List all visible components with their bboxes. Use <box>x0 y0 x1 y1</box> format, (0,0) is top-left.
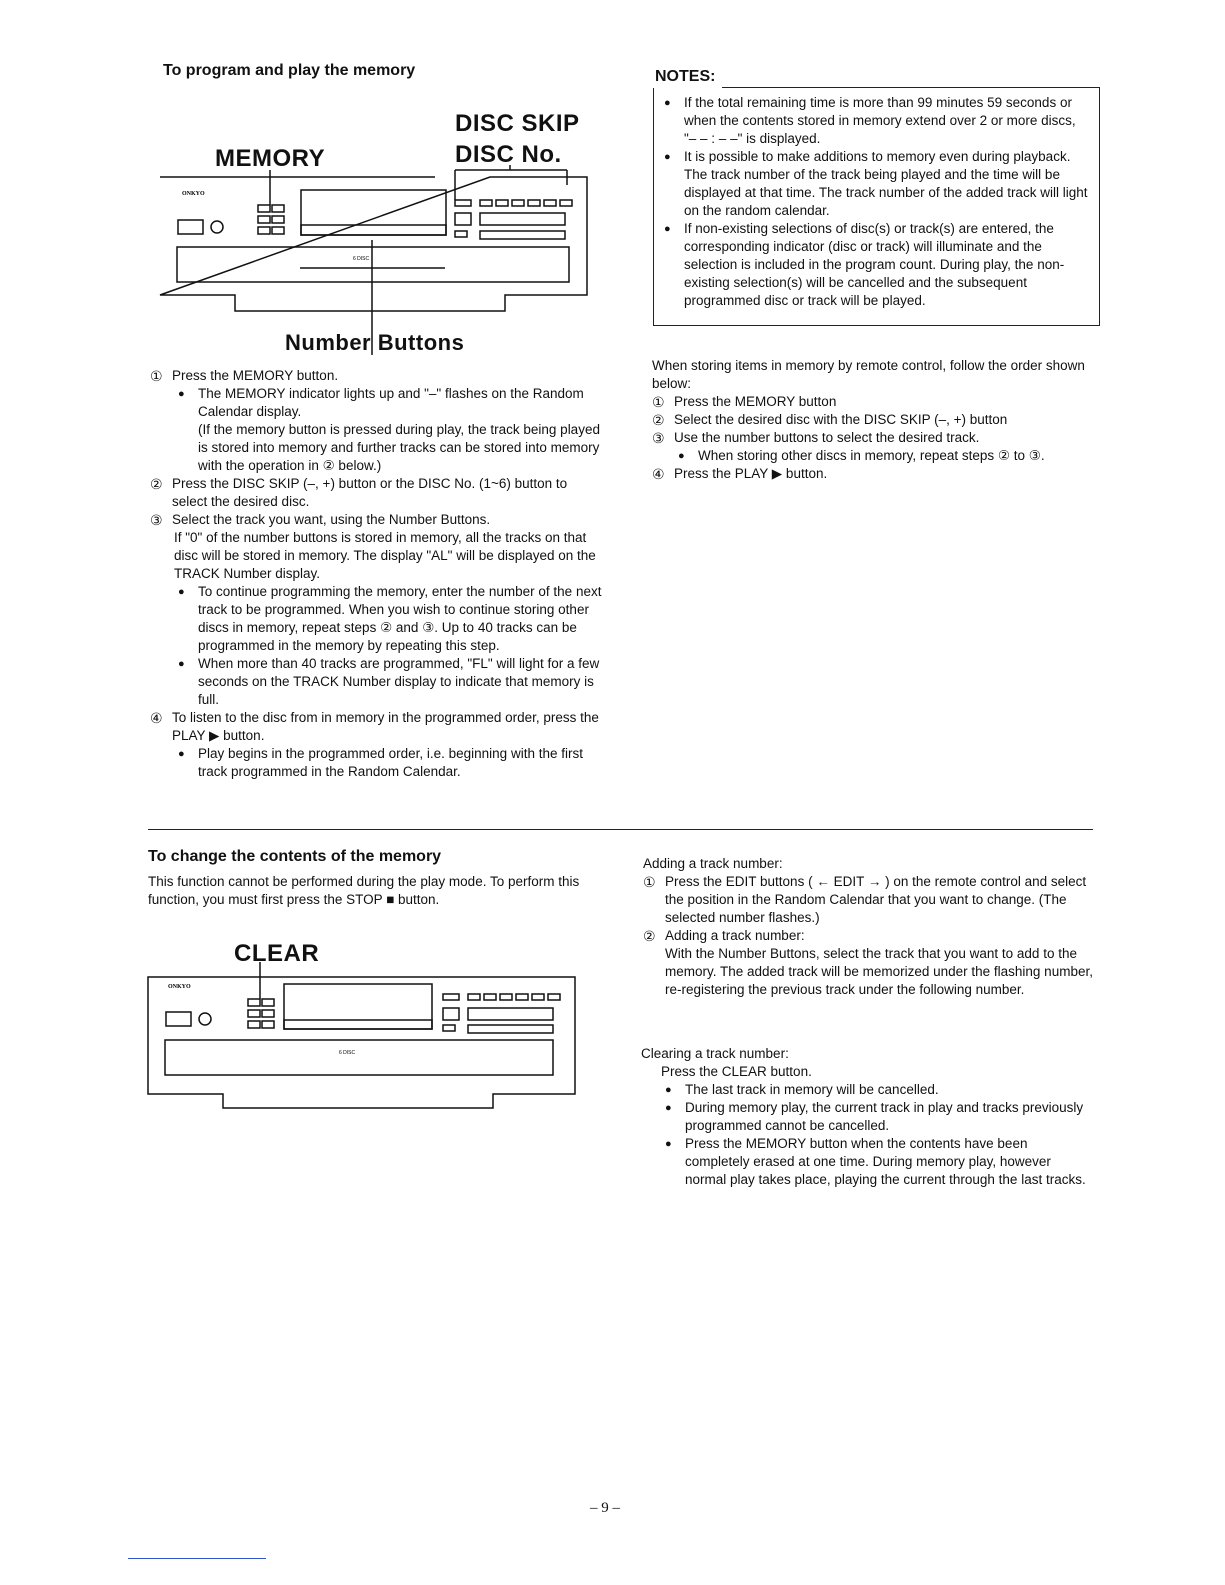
step-note: (If the memory button is pressed during play, the track being played is stored into memory and further tracks can be stored into memory with the operation in ② below.) <box>198 422 600 473</box>
label-number-buttons: Number Buttons <box>285 330 465 355</box>
step-note: If "0" of the number buttons is stored in memory, all the tracks on that disc will be stored in memory. The display "AL" will be displayed on the TRACK Number display. <box>174 530 596 581</box>
footer-link-rule <box>128 1558 266 1559</box>
step-bullet: ● When more than 40 tracks are programmed, "FL" will light for a few seconds on the TRACK Number display to indicate that memory is full. <box>174 655 605 709</box>
section-title-program: To program and play the memory <box>163 62 416 79</box>
step-bullet: ● When storing other discs in memory, repeat steps ② to ③. <box>674 447 1102 465</box>
step-text: Use the number buttons to select the desired track. <box>674 430 980 445</box>
clearing-bullet: ● Press the MEMORY button when the contents have been completely erased at one time. During memory play, however normal play takes place, playing the current through the last tracks. <box>661 1135 1093 1189</box>
page-number: – 9 – <box>590 1500 620 1516</box>
step-bullet: ● To continue programming the memory, enter the number of the next track to be programmed. When you wish to continue storing other discs in memory, repeat steps ② and ③. Up to 40 tracks can be programmed in the memory by repeating this step. <box>174 583 605 655</box>
change-intro: This function cannot be performed during the play mode. To perform this function, you must first press the STOP ■ button. <box>148 874 580 907</box>
step-text: Adding a track number: <box>665 928 805 943</box>
label-disc-skip: DISC SKIP <box>455 110 580 137</box>
step-bullet: ● Play begins in the programmed order, i.e. beginning with the first track programmed in the Random Calendar. <box>174 745 605 781</box>
step-text: Press the EDIT buttons ( ← EDIT → ) on the remote control and select the position in the Random Calendar that you want to change. (The selected number flashes.) <box>665 874 1087 925</box>
clearing-line: Press the CLEAR button. <box>661 1064 812 1079</box>
step-number: ② <box>643 928 656 944</box>
label-clear: CLEAR <box>234 940 320 967</box>
step-number: ① <box>652 394 665 410</box>
clearing-section <box>641 1045 1093 1189</box>
step-number: ③ <box>150 512 163 528</box>
notes-title: NOTES: <box>655 68 716 85</box>
clearing-heading: Clearing a track number: <box>641 1046 789 1061</box>
notes-box <box>653 88 1100 326</box>
program-steps <box>150 367 605 781</box>
cd-player-illustration <box>155 165 595 315</box>
step-number: ④ <box>652 466 665 482</box>
section-title-change: To change the contents of the memory <box>148 848 442 865</box>
remote-section <box>652 357 1102 483</box>
step-text: Press the PLAY ▶ button. <box>674 466 828 481</box>
step-number: ④ <box>150 710 163 726</box>
brand-logo-text: ONKYO <box>182 191 205 197</box>
display-label-text: 6 DISC <box>353 256 370 262</box>
step-text: Press the MEMORY button <box>674 394 837 409</box>
step-text: Press the MEMORY button. <box>172 368 339 383</box>
note-item: ● It is possible to make additions to memory even during playback. The track number of the track being played and the time will be displayed at that time. The track number of the added track will light on the random calendar. <box>660 148 1091 220</box>
step-text: Press the DISC SKIP (–, +) button or the DISC No. (1~6) button to select the desired disc. <box>172 476 568 509</box>
adding-heading: Adding a track number: <box>643 856 783 871</box>
step-number: ③ <box>652 430 665 446</box>
clearing-bullet: ● During memory play, the current track in play and tracks previously programmed cannot be cancelled. <box>661 1099 1093 1135</box>
label-memory: MEMORY <box>215 145 326 172</box>
note-item: ● If the total remaining time is more than 99 minutes 59 seconds or when the contents stored in memory extend over 2 or more discs, "– – : – –" is displayed. <box>660 94 1091 148</box>
step-number: ② <box>150 476 163 492</box>
note-item: ● If non-existing selections of disc(s) or track(s) are entered, the corresponding indicator (disc or track) will illuminate and the selection is included in the program count. During play, the non-existing selection(s) will be cancelled and the subsequent programmed disc or track will be played. <box>660 220 1091 310</box>
display-label-text: 6 DISC <box>339 1050 356 1056</box>
step-text: To listen to the disc from in memory in the programmed order, press the PLAY ▶ button. <box>172 710 599 743</box>
step-bullet: ● The MEMORY indicator lights up and "–" flashes on the Random Calendar display. <box>174 385 605 421</box>
remote-intro: When storing items in memory by remote control, follow the order shown below: <box>652 358 1085 391</box>
clearing-bullet: ● The last track in memory will be cancelled. <box>661 1081 1093 1099</box>
label-disc-no: DISC No. <box>455 141 562 168</box>
step-text: Select the track you want, using the Number Buttons. <box>172 512 491 527</box>
step-number: ① <box>643 874 656 890</box>
step-detail: With the Number Buttons, select the track that you want to add to the memory. The added track will be memorized under the flashing number, re-registering the previous track under the following number. <box>665 946 1093 997</box>
brand-logo-text: ONKYO <box>168 984 191 990</box>
step-number: ① <box>150 368 163 384</box>
section-divider <box>148 829 1093 830</box>
step-number: ② <box>652 412 665 428</box>
cd-player-illustration-clear <box>143 972 583 1112</box>
adding-section <box>643 855 1093 999</box>
step-text: Select the desired disc with the DISC SKIP (–, +) button <box>674 412 1008 427</box>
